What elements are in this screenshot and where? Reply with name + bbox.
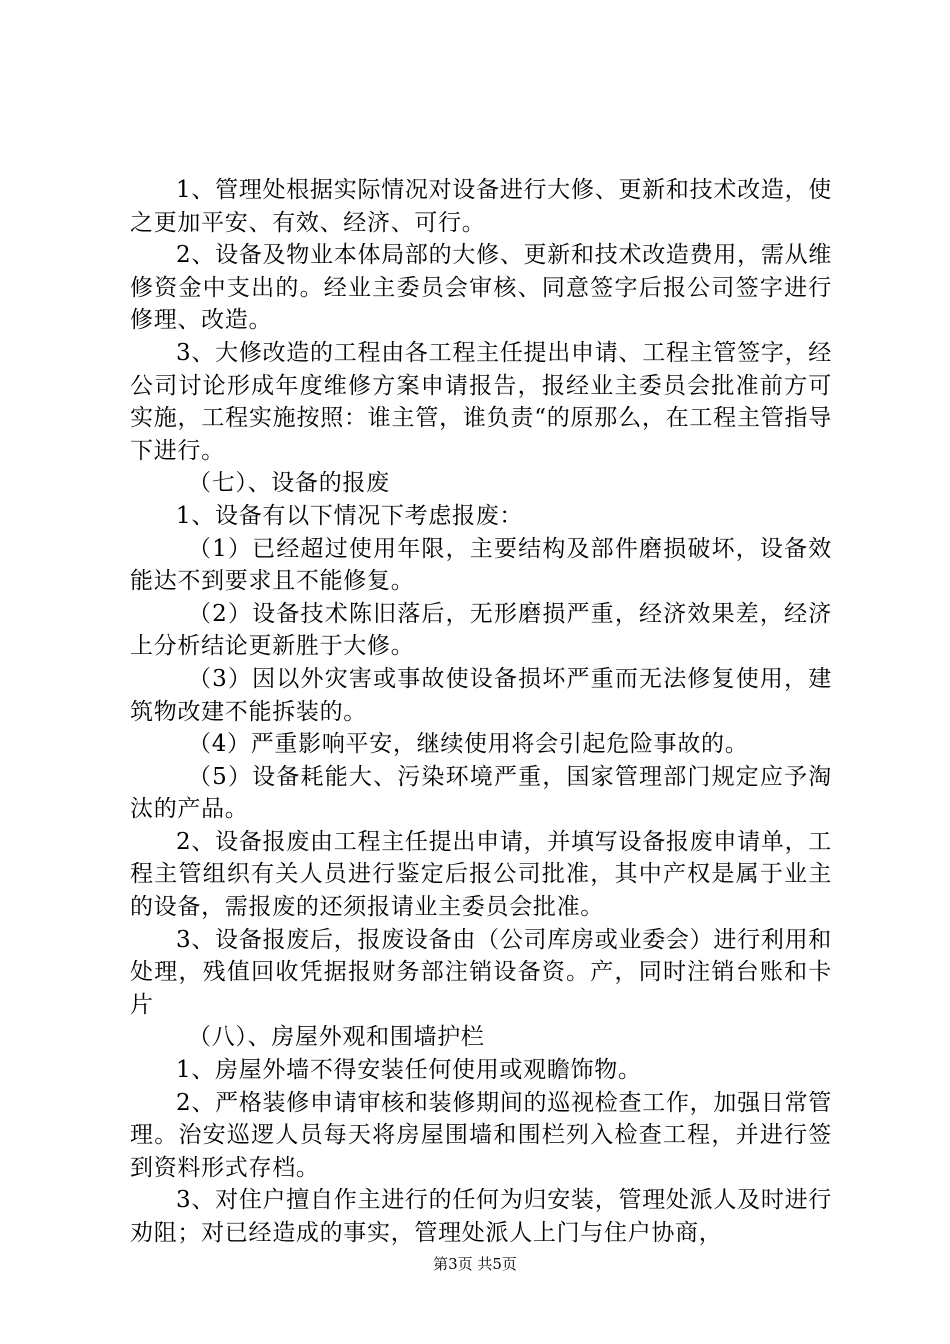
paragraph-8: 2、严格装修申请审核和装修期间的巡视检查工作，加强日常管理。治安巡逻人员每天将房屋围墙和围栏列入检查工程，并进行签到资料形式存档。 bbox=[130, 1089, 832, 1181]
paragraph-6: 3、设备报废后，报废设备由（公司库房或业委会）进行利用和处理，残值回收凭据报财务部注销设备资。产，同时注销台账和卡片 bbox=[130, 926, 832, 1018]
section-heading-7: （七）、设备的报废 bbox=[188, 470, 390, 497]
paragraph-1: 1、管理处根据实际情况对设备进行大修、更新和技术改造，使之更加平安、有效、经济、可行。 bbox=[130, 177, 832, 236]
document-body bbox=[130, 174, 832, 1250]
paragraph-7: 1、房屋外墙不得安装任何使用或观瞻饰物。 bbox=[176, 1057, 642, 1084]
section-heading-8: （八）、房屋外观和围墙护栏 bbox=[188, 1024, 485, 1051]
paragraph-5: 2、设备报废由工程主任提出申请，并填写设备报废申请单，工程主管组织有关人员进行鉴定后报公司批准，其中产权是属于业主的设备，需报废的还须报请业主委员会批准。 bbox=[130, 828, 832, 921]
sub-item-2: （2）设备技术陈旧落后，无形磨损严重，经济效果差，经济上分析结论更新胜于大修。 bbox=[130, 600, 832, 660]
sub-item-1: （1）已经超过使用年限，主要结构及部件磨损破坏，设备效能达不到要求且不能修复。 bbox=[130, 535, 832, 595]
sub-item-3: （3）因以外灾害或事故使设备损坏严重而无法修复使用，建筑物改建不能拆装的。 bbox=[130, 665, 832, 725]
sub-item-5: （5）设备耗能大、污染环境严重，国家管理部门规定应予淘汰的产品。 bbox=[130, 763, 832, 823]
sub-item-4: （4）严重影响平安，继续使用将会引起危险事故的。 bbox=[188, 731, 749, 758]
paragraph-2: 2、设备及物业本体局部的大修、更新和技术改造费用，需从维修资金中支出的。经业主委员会审核、同意签字后报公司签字进行修理、改造。 bbox=[130, 242, 832, 334]
paragraph-3: 3、大修改造的工程由各工程主任提出申请、工程主管签字，经公司讨论形成年度维修方案申请报告，报经业主委员会批准前方可实施，工程实施按照：谁主管，谁负责“的原那么，在工程主管指导下进行。 bbox=[130, 339, 832, 464]
page-footer: 第3页 共5页 bbox=[433, 1255, 517, 1273]
paragraph-4: 1、设备有以下情况下考虑报废： bbox=[176, 502, 524, 529]
paragraph-9: 3、对住户擅自作主进行的任何为归安装，管理处派人及时进行劝阻；对已经造成的事实，管理处派人上门与住户协商， bbox=[130, 1187, 832, 1246]
